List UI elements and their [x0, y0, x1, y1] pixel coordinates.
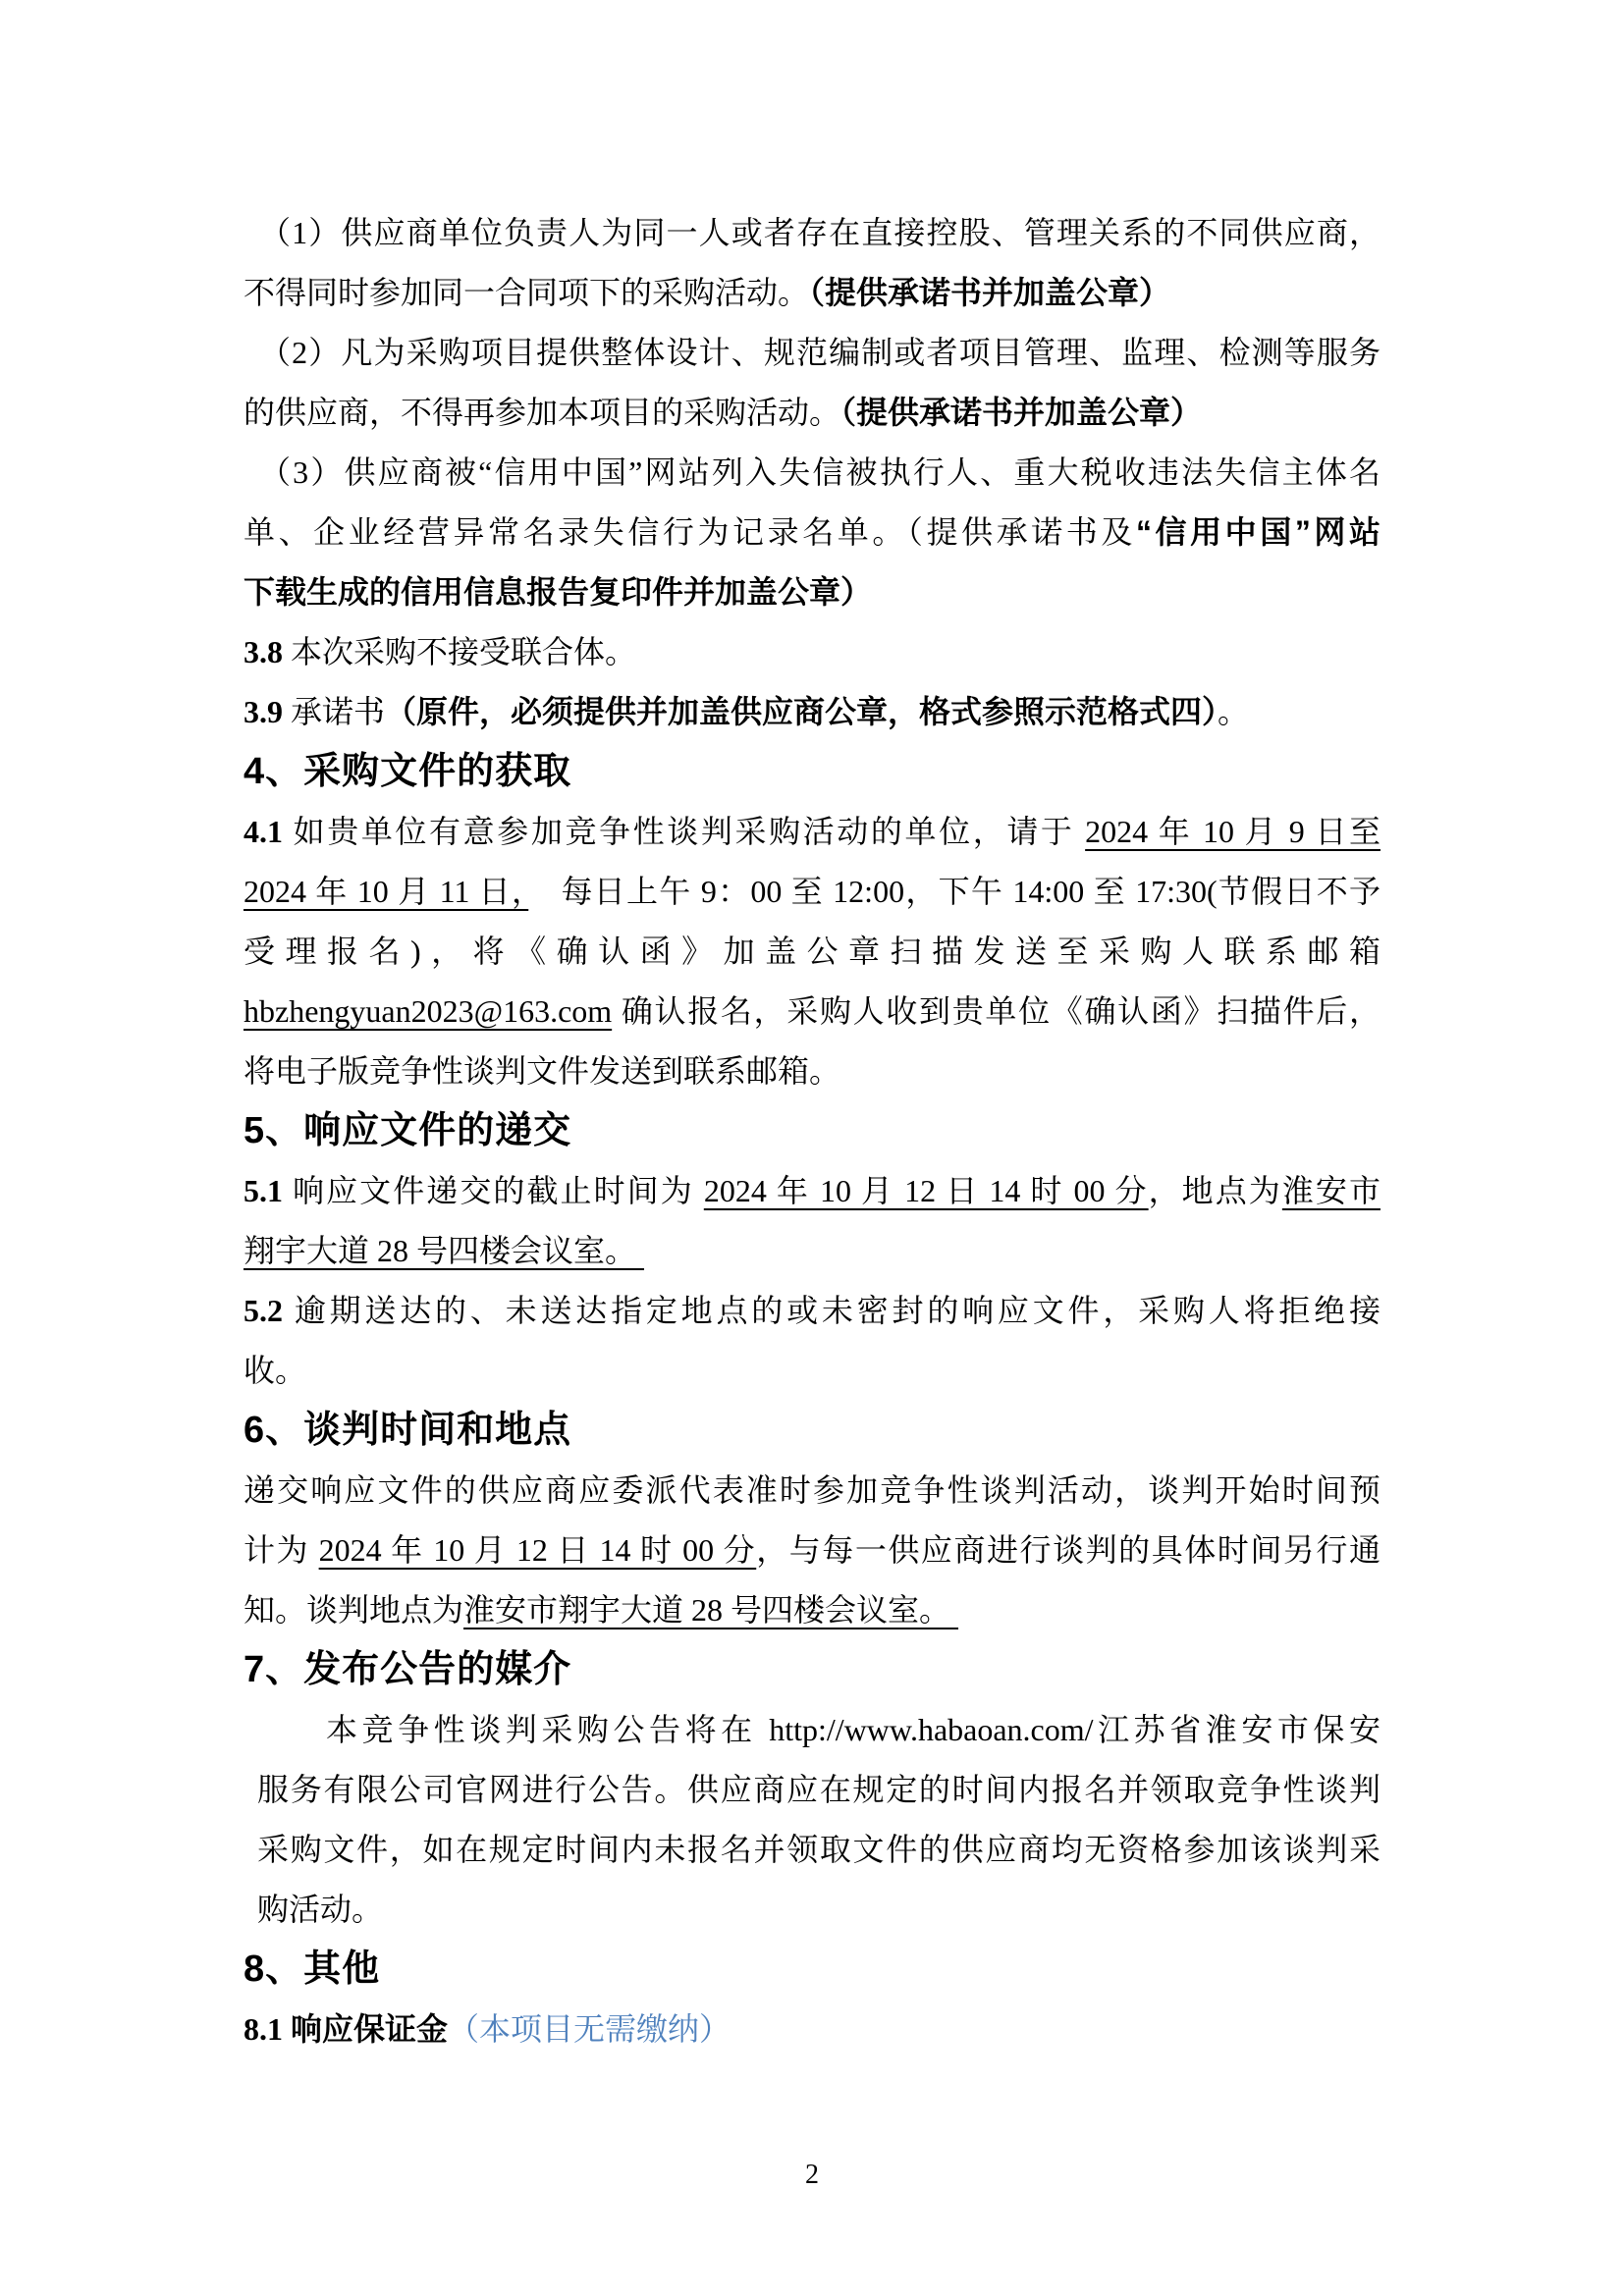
- underlined-text: 2024 年 10 月 12 日 14 时 00 分: [318, 1532, 757, 1568]
- text-run: 5、响应文件的递交: [244, 1110, 572, 1151]
- text-run: 本竞争性谈判采购公告将在 http://www.habaoan.com/江苏省淮安市保安: [326, 1712, 1380, 1747]
- text-run: 。: [1218, 694, 1250, 729]
- page-number: 2: [805, 2160, 819, 2190]
- text-run: 的供应商，不得再参加本项目的采购活动。: [244, 395, 841, 430]
- text-line: [244, 1041, 1380, 1101]
- text-run: 将电子版竞争性谈判文件发送到联系邮箱。: [244, 1053, 841, 1089]
- text-run: 响应保证金: [291, 2011, 449, 2047]
- text-line: [244, 1521, 1380, 1580]
- text-run: 不得同时参加同一合同项下的采购活动。: [244, 275, 810, 310]
- text-line: [244, 503, 1380, 562]
- text-run: 5.1: [244, 1173, 294, 1208]
- underlined-text: 淮安市翔宇大道 28 号四楼会议室。: [463, 1592, 959, 1628]
- text-run: “信用中国”网站: [1135, 514, 1380, 550]
- text-run: 收。: [244, 1353, 307, 1388]
- text-line: [244, 1760, 1380, 1820]
- text-line: [244, 922, 1380, 982]
- underlined-text: 淮安市: [1281, 1173, 1380, 1208]
- text-line: [244, 682, 1380, 742]
- text-run: 5.2: [244, 1293, 295, 1328]
- underlined-text: 2024 年 10 月 9 日至: [1085, 814, 1380, 849]
- text-run: 购活动。: [257, 1892, 384, 1927]
- text-run: 6、谈判时间和地点: [244, 1410, 572, 1451]
- text-line: [244, 1221, 1380, 1281]
- text-line: [244, 862, 1380, 922]
- text-line: [244, 1461, 1380, 1521]
- text-line: [244, 1580, 1380, 1640]
- text-line: [244, 383, 1380, 443]
- text-run: 计为: [244, 1532, 319, 1568]
- text-line: [244, 2000, 1380, 2059]
- text-run: 下载生成的信用信息报告复印件并加盖公章）: [244, 574, 873, 610]
- text-line: [244, 1700, 1380, 1760]
- text-line: [244, 263, 1380, 323]
- section-heading: [244, 1401, 1380, 1461]
- text-line: [244, 562, 1380, 622]
- text-run: （原件，必须提供并加盖供应商公章，格式参照示范格式四）: [385, 694, 1218, 729]
- text-run: 单、企业经营异常名录失信行为记录名单。（提供承诺书及: [244, 514, 1136, 550]
- text-run: 如贵单位有意参加竞争性谈判采购活动的单位，请于: [293, 814, 1086, 849]
- text-run: 受理报名)，将《确认函》加盖公章扫描发送至采购人联系邮箱: [244, 934, 1380, 969]
- text-run: 每日上午 9：00 至 12:00，下午 14:00 至 17:30(节假日不予: [528, 874, 1380, 909]
- blue-note-text: （本项目无需缴纳）: [448, 2011, 731, 2047]
- underlined-text: hbzhengyuan2023@163.com: [244, 993, 613, 1029]
- text-run: ，地点为: [1148, 1173, 1282, 1208]
- text-line: [244, 622, 1380, 682]
- text-line: [244, 1341, 1380, 1401]
- text-line: [244, 1880, 1380, 1940]
- underlined-text: 2024 年 10 月 11 日，: [244, 874, 529, 909]
- section-heading: [244, 1940, 1380, 2000]
- section-heading: [244, 1640, 1380, 1700]
- text-run: 确认报名，采购人收到贵单位《确认函》扫描件后，: [612, 993, 1380, 1029]
- text-line: [244, 323, 1380, 383]
- text-run: 逾期送达的、未送达指定地点的或未密封的响应文件，采购人将拒绝接: [294, 1293, 1380, 1328]
- text-line: [244, 1161, 1380, 1221]
- text-run: 服务有限公司官网进行公告。供应商应在规定的时间内报名并领取竞争性谈判: [257, 1772, 1380, 1807]
- text-line: [244, 982, 1380, 1041]
- text-run: 3.8: [244, 634, 291, 669]
- text-run: （3）供应商被“信用中国”网站列入失信被执行人、重大税收违法失信主体名: [259, 454, 1380, 490]
- text-run: 递交响应文件的供应商应委派代表准时参加竞争性谈判活动，谈判开始时间预: [244, 1472, 1380, 1508]
- section-heading: [244, 742, 1380, 802]
- text-run: 4.1: [244, 814, 294, 849]
- text-run: 4、采购文件的获取: [244, 751, 572, 792]
- text-run: （提供承诺书并加盖公章）: [809, 275, 1171, 310]
- underlined-text: 翔宇大道 28 号四楼会议室。: [244, 1233, 645, 1268]
- text-run: ，与每一供应商进行谈判的具体时间另行通: [756, 1532, 1380, 1568]
- text-line: [244, 1820, 1380, 1880]
- section-heading: [244, 1101, 1380, 1161]
- text-run: 8、其他: [244, 1949, 381, 1990]
- text-run: 采购文件，如在规定时间内未报名并领取文件的供应商均无资格参加该谈判采: [257, 1832, 1380, 1867]
- text-run: 8.1: [244, 2011, 291, 2047]
- text-line: [244, 203, 1380, 263]
- text-line: [244, 802, 1380, 862]
- text-run: 本次采购不接受联合体。: [291, 634, 637, 669]
- text-run: 承诺书: [291, 694, 386, 729]
- text-run: 知。谈判地点为: [244, 1592, 464, 1628]
- underlined-text: 2024 年 10 月 12 日 14 时 00 分: [703, 1173, 1149, 1208]
- document-body: [244, 203, 1380, 2059]
- text-line: [244, 443, 1380, 503]
- text-run: 3.9: [244, 694, 291, 729]
- text-run: 7、发布公告的媒介: [244, 1649, 572, 1690]
- text-run: （提供承诺书并加盖公章）: [840, 395, 1203, 430]
- text-line: [244, 1281, 1380, 1341]
- text-run: 响应文件递交的截止时间为: [293, 1173, 704, 1208]
- text-run: （1）供应商单位负责人为同一人或者存在直接控股、管理关系的不同供应商，: [259, 215, 1380, 250]
- text-run: （2）凡为采购项目提供整体设计、规范编制或者项目管理、监理、检测等服务: [259, 335, 1380, 370]
